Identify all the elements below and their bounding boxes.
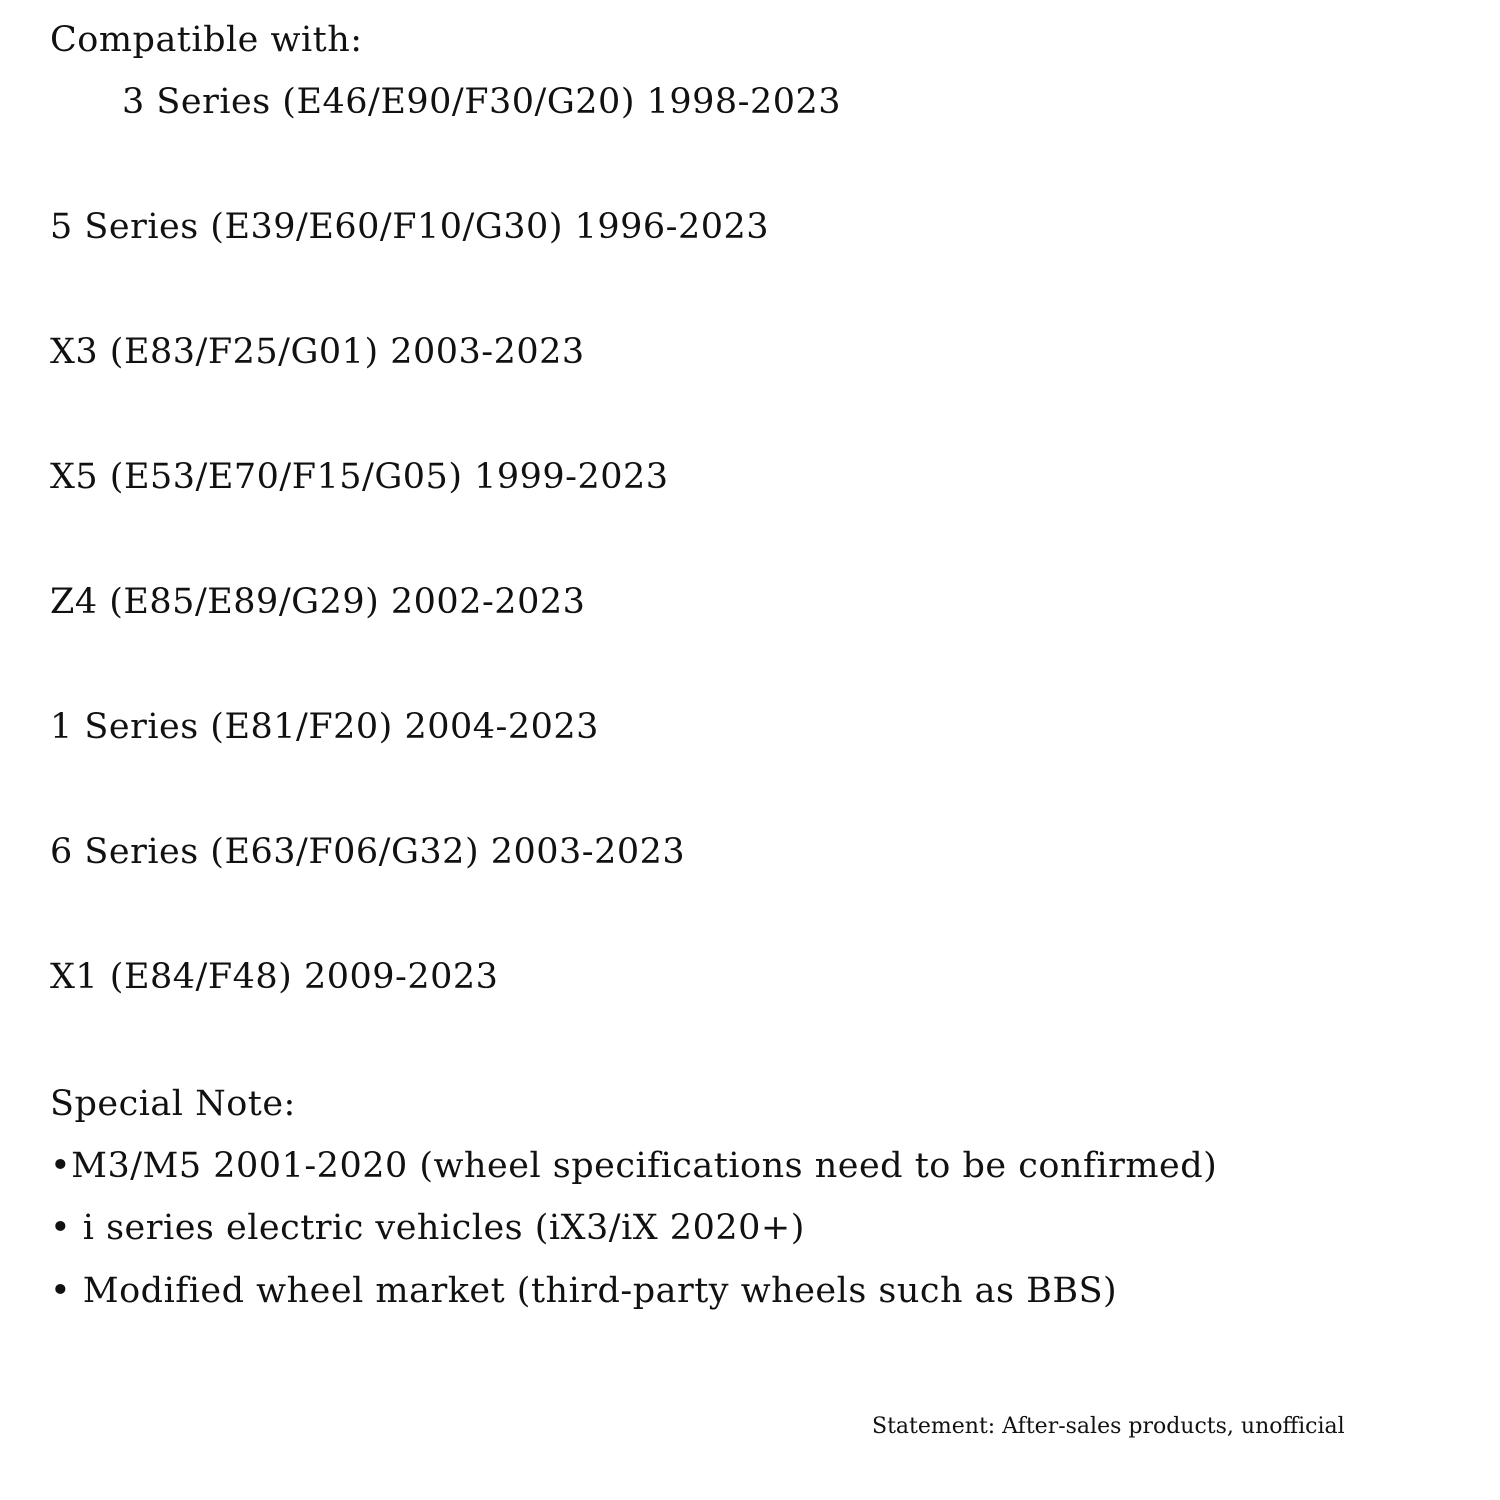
special-note-item-m3-m5: •M3/M5 2001-2020 (wheel specifications need to be confirmed) (50, 1146, 1218, 1186)
special-note-item-modified-wheels: • Modified wheel market (third-party wheels such as BBS) (50, 1271, 1118, 1311)
model-line-1-series: 1 Series (E81/F20) 2004-2023 (50, 707, 599, 747)
model-line-6-series: 6 Series (E63/F06/G32) 2003-2023 (50, 832, 686, 872)
model-line-x3: X3 (E83/F25/G01) 2003-2023 (50, 332, 585, 372)
model-line-5-series: 5 Series (E39/E60/F10/G30) 1996-2023 (50, 207, 770, 247)
model-line-x5: X5 (E53/E70/F15/G05) 1999-2023 (50, 457, 669, 497)
special-note-item-i-series: • i series electric vehicles (iX3/iX 2020+) (50, 1208, 805, 1248)
model-line-3-series: 3 Series (E46/E90/F30/G20) 1998-2023 (122, 82, 842, 122)
compatible-heading: Compatible with: (50, 20, 363, 60)
special-note-heading: Special Note: (50, 1084, 296, 1124)
model-line-x1: X1 (E84/F48) 2009-2023 (50, 957, 499, 997)
model-line-z4: Z4 (E85/E89/G29) 2002-2023 (50, 582, 586, 622)
statement-note: Statement: After-sales products, unofficial (872, 1414, 1345, 1439)
